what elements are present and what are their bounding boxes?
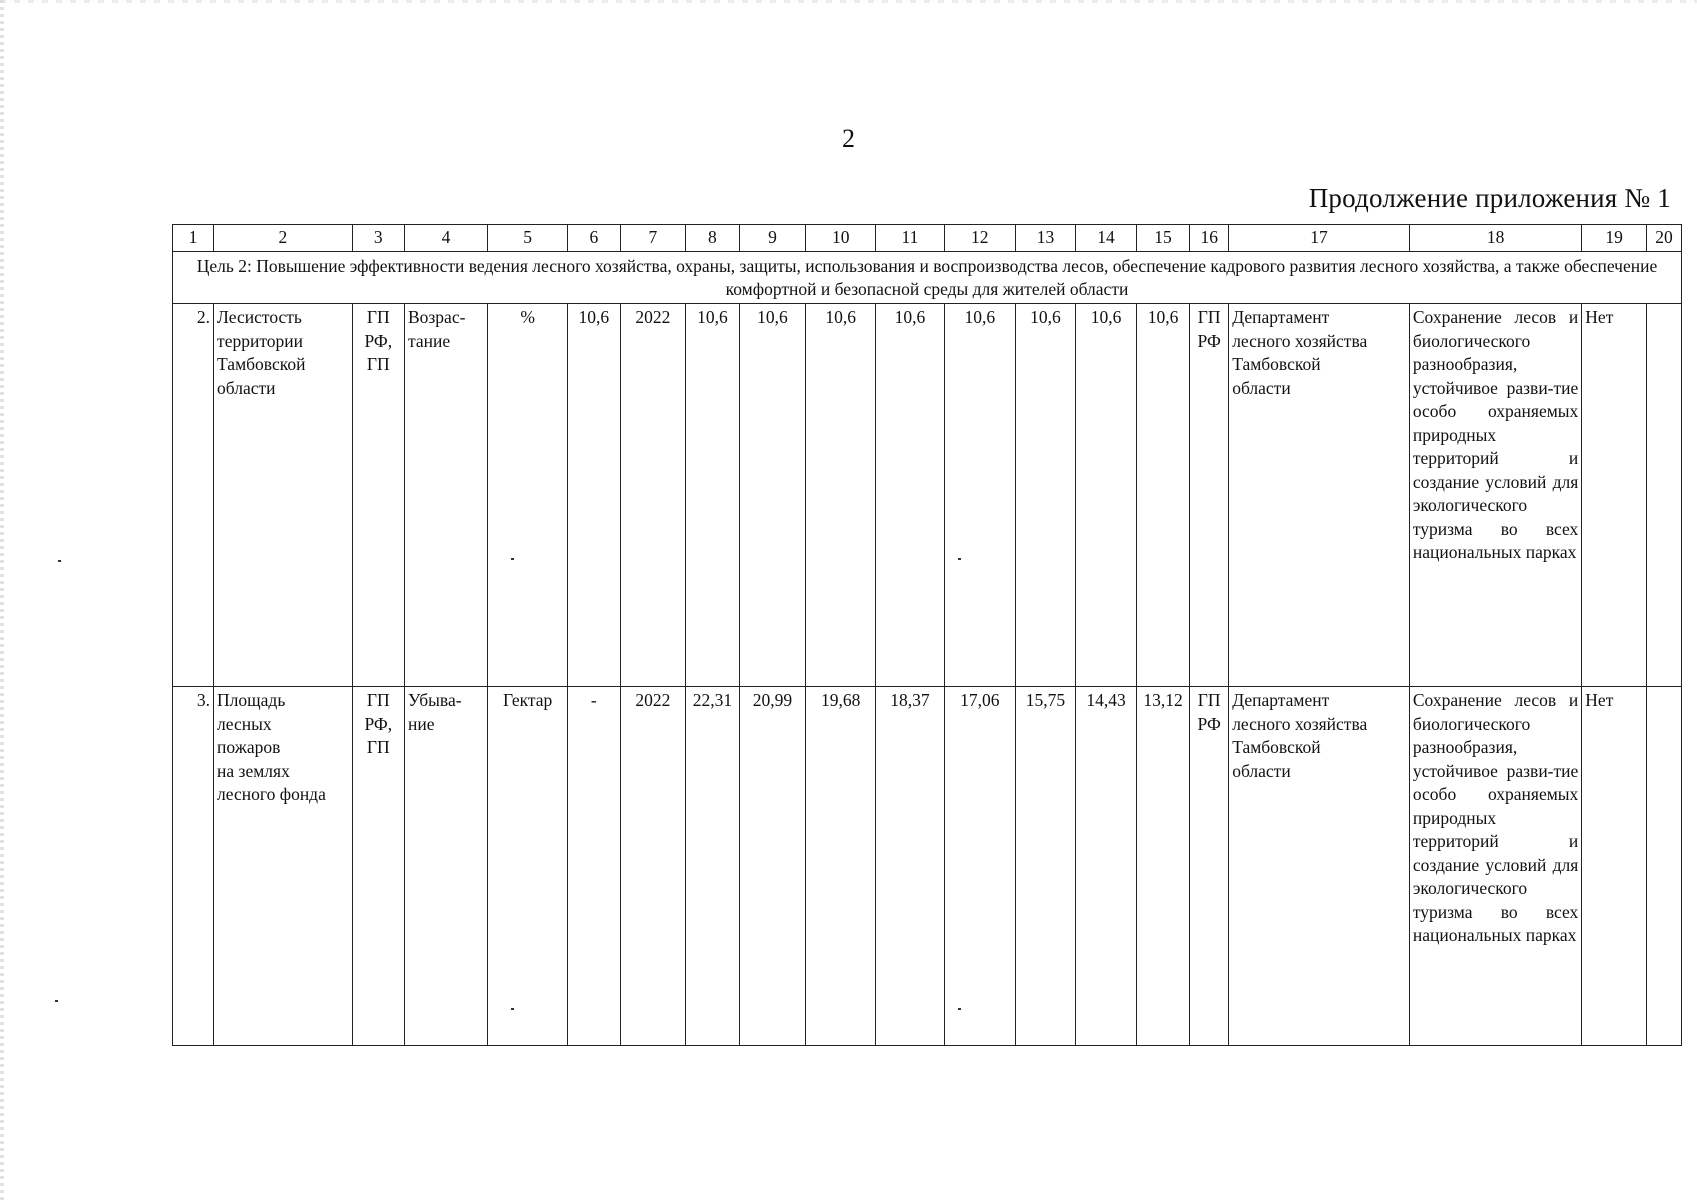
row-number: 2. (173, 304, 214, 687)
scan-speck (55, 1000, 58, 1002)
value-col-14: 14,43 (1076, 687, 1137, 1046)
column-number: 9 (739, 225, 806, 252)
page-number: 2 (842, 124, 855, 153)
table-row (173, 687, 1682, 1046)
unit-of-measure: % (488, 304, 568, 687)
indicator-direction: Убыва- ние (404, 687, 487, 1046)
value-col-13: 15,75 (1015, 687, 1076, 1046)
linked-goal: Сохранение лесов и биологического разнообразия, устойчивое разви-тие особо охраняемых природных территорий и создание условий для экологического туризма во всех национальных парках (1409, 687, 1581, 1046)
scan-speck (511, 1008, 514, 1010)
indicator-direction: Возрас- тание (404, 304, 487, 687)
column-number: 10 (806, 225, 876, 252)
value-col-9: 10,6 (739, 304, 806, 687)
value-col-12: 17,06 (944, 687, 1015, 1046)
base-year: 2022 (620, 687, 686, 1046)
column-number: 19 (1582, 225, 1647, 252)
column-20-cell (1646, 304, 1681, 687)
column-number: 12 (944, 225, 1015, 252)
column-number: 13 (1015, 225, 1076, 252)
scan-speck (511, 558, 514, 560)
responsible-body: Департамент лесного хозяйства Тамбовской области (1229, 687, 1410, 1046)
continuation-title: Продолжение приложения № 1 (1308, 183, 1671, 213)
value-col-8: 22,31 (686, 687, 739, 1046)
column-number: 18 (1409, 225, 1581, 252)
linked-goal: Сохранение лесов и биологического разнообразия, устойчивое разви-тие особо охраняемых природных территорий и создание условий для экологического туризма во всех национальных парках (1409, 304, 1581, 687)
column-20-cell (1646, 687, 1681, 1046)
information-system: Нет (1582, 304, 1647, 687)
scan-top-artifact (0, 0, 1697, 3)
base-value: 10,6 (568, 304, 620, 687)
value-col-9: 20,99 (739, 687, 806, 1046)
column-number: 15 (1136, 225, 1189, 252)
scan-speck (58, 560, 61, 562)
column-numbers-row (173, 225, 1682, 252)
scan-speck (958, 558, 961, 560)
indicator-level: ГП РФ, ГП (352, 304, 404, 687)
indicator-name: Лесистость территории Тамбовской области (214, 304, 353, 687)
document-reference: ГП РФ (1190, 687, 1229, 1046)
value-col-10: 10,6 (806, 304, 876, 687)
column-number: 6 (568, 225, 620, 252)
table-row (173, 304, 1682, 687)
column-number: 3 (352, 225, 404, 252)
document-reference: ГП РФ (1190, 304, 1229, 687)
unit-of-measure: Гектар (488, 687, 568, 1046)
column-number: 14 (1076, 225, 1137, 252)
column-number: 1 (173, 225, 214, 252)
value-col-11: 10,6 (876, 304, 945, 687)
indicator-name: Площадь лесных пожаров на землях лесного фонда (214, 687, 353, 1046)
goal-row (173, 252, 1682, 304)
base-year: 2022 (620, 304, 686, 687)
value-col-11: 18,37 (876, 687, 945, 1046)
column-number: 4 (404, 225, 487, 252)
scan-edge-artifact (0, 0, 4, 1200)
indicator-level: ГП РФ, ГП (352, 687, 404, 1046)
column-number: 20 (1646, 225, 1681, 252)
indicators-table (172, 224, 1682, 1046)
column-number: 2 (214, 225, 353, 252)
value-col-13: 10,6 (1015, 304, 1076, 687)
column-number: 7 (620, 225, 686, 252)
scan-speck (958, 1008, 961, 1010)
value-col-8: 10,6 (686, 304, 739, 687)
responsible-body: Департамент лесного хозяйства Тамбовской области (1229, 304, 1410, 687)
value-col-14: 10,6 (1076, 304, 1137, 687)
column-number: 16 (1190, 225, 1229, 252)
column-number: 11 (876, 225, 945, 252)
value-col-15: 13,12 (1136, 687, 1189, 1046)
information-system: Нет (1582, 687, 1647, 1046)
base-value: - (568, 687, 620, 1046)
value-col-10: 19,68 (806, 687, 876, 1046)
column-number: 8 (686, 225, 739, 252)
column-number: 17 (1229, 225, 1410, 252)
value-col-12: 10,6 (944, 304, 1015, 687)
column-number: 5 (488, 225, 568, 252)
value-col-15: 10,6 (1136, 304, 1189, 687)
row-number: 3. (173, 687, 214, 1046)
goal-text: Цель 2: Повышение эффективности ведения лесного хозяйства, охраны, защиты, использования и воспроизводства лесов, обеспечение кадрового развития лесного хозяйства, а также обеспечение комфортной и безопасной среды для жителей области (173, 252, 1682, 304)
